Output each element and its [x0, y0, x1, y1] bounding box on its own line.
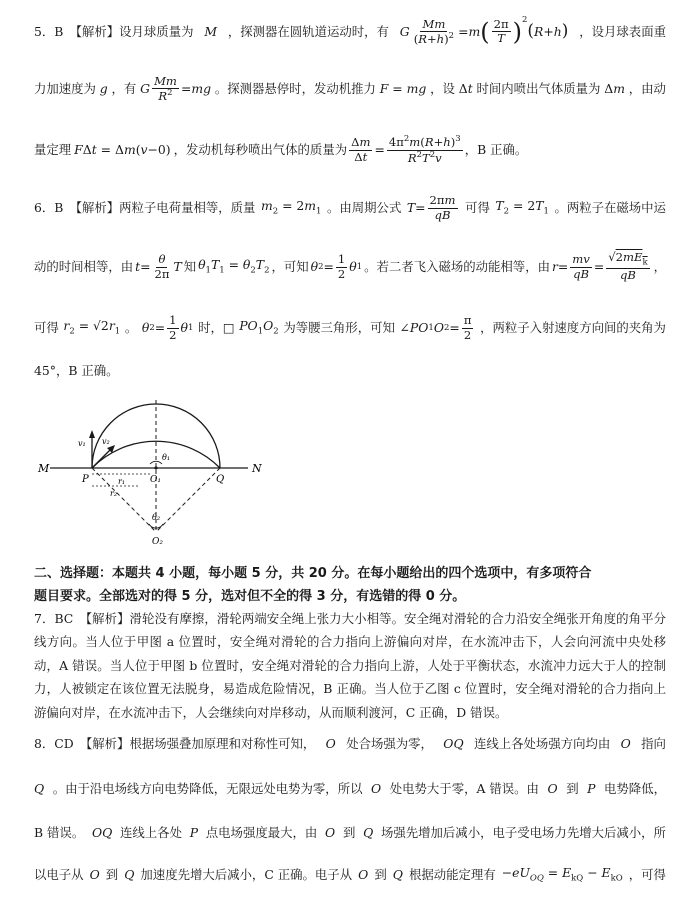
q5-text: 5．B 【解析】设月球质量为 — [34, 23, 194, 39]
q5-text: 时间内喷出气体质量为 — [476, 80, 601, 96]
q8-line-4: 以电子从 O 到 Q 加速度先增大后减小，C 正确。电子从 O 到 Q 根据动能定理有 $-eU_{OQ} = E_{kQ} - E_{kO}$ ，可得 — [34, 865, 666, 884]
q8-line-1: 8．CD 【解析】根据场强叠加原理和对称性可知， O 处合场强为零， OQ 连线上各处场强方向均由 O 指向 — [34, 735, 666, 751]
q7-text: 7．BC 【解析】滑轮没有摩擦，滑轮两端安全绳上张力大小相等。安全绳对滑轮的合力沿安全绳张开角度的角平分线方向。当人位于甲图 a 位置时，安全绳对滑轮的合力指向上游偏向对岸，在水流冲击下，人会向河流中央处移动，A 错误。当人位于甲图 b 位置时，安全绳对滑轮的合力指向上游，人处于平衡状态，水流冲力远大于人的控制力，人被锁定在该位置无法脱身，易造成危险情况，B 正确。当人位于乙图 c 位置时，安全绳对滑轮的合力指向上游偏向对岸，在水流冲击下，人会继续向对岸移动，从而顺利渡河，C 正确，D 错误。 — [34, 611, 666, 720]
q5-text: 。探测器悬停时，发动机推力 — [214, 80, 376, 96]
q8-text: 。由于沿电场线方向电势降低，无限远处电势为零，所以 — [52, 780, 363, 796]
math-symbol: M — [204, 23, 218, 39]
q8-line-3: B 错误。 OQ 连线上各处 P 点电场强度最大，由 O 到 Q 场强先增加后减小，电子受电场力先增大后减小，所 — [34, 824, 666, 840]
q8-text: 处合场强为零， — [346, 735, 433, 751]
q5-text: 量定理 — [34, 141, 72, 157]
q6-line-4 — [34, 361, 666, 381]
q8-text: 场强先增加后减小，电子受电场力先增大后减小，所 — [380, 824, 666, 840]
q8-text: 连线上各处场强方向均由 — [473, 735, 611, 751]
q6-text: ，两粒子入射速度方向间的夹角为 — [480, 319, 666, 335]
label-v2: v₂ — [102, 437, 110, 446]
q8-text: 到 — [566, 780, 579, 796]
q6-line-2: 动的时间相等，由 t = $\frac{\theta}{2\pi}$ T 知 $\theta_1T_1 = \theta_2T_2$ ，可知 θ 2 = $\frac{1}{2}$ θ 1 。若二者飞入磁场的动能相等，由 r = $\frac{mv}{qB}$ = $\frac{√2mE_k}{qB}$ ， — [34, 250, 666, 283]
q6-line-1: 6．B 【解析】两粒子电荷量相等，质量 $m_2 = 2m_1$ 。由周期公式 T = $\frac{2\pi m}{qB}$ 可得 $T_2 = 2T_1$ 。两粒子在磁场中运 — [34, 193, 666, 222]
q7-paragraph — [34, 607, 666, 724]
q6-line-3: 可得 $r_2 = √2r_1$ 。 θ 2 = $\frac{1}{2}$ θ 1 时，□ $PO_1O_2$ 为等腰三角形，可知 ∠ PO 1 O 2 = $\frac{\pi}{2}$ ，两粒子入射速度方向间的夹角为 — [34, 313, 666, 342]
q8-text: 8．CD 【解析】根据场强叠加原理和对称性可知， — [34, 735, 316, 751]
section-2-title-line-2 — [34, 587, 666, 607]
q5-text: ，设月球表面重 — [579, 23, 666, 39]
q8-text: 到 — [342, 824, 356, 840]
q8-text: 连线上各处 — [120, 824, 182, 840]
q8-text: 指向 — [641, 735, 666, 751]
q6-text: 45°，B 正确。 — [34, 362, 119, 378]
magnetic-field-diagram — [30, 390, 270, 550]
q6-text: 6．B 【解析】两粒子电荷量相等，质量 — [34, 199, 256, 215]
q6-text: 。两粒子在磁场中运 — [554, 199, 666, 215]
q5-line-2: 力加速度为 g ，有 G $\frac{Mm}{R^2}$ = mg 。探测器悬停时，发动机推力 F = mg ，设 Δt 时间内喷出气体质量为 Δm ，由动 — [34, 73, 666, 103]
mass-rate-equation: $\frac{\Delta m}{\Delta t}$ = $\frac{4\pi^2m(R+h)^3}{R^2T^2v}$ — [351, 134, 461, 165]
section-2-title: 二、选择题：本题共 4 小题，每小题 5 分，共 20 分。在每小题给出的四个选项中，有多项符合 — [34, 566, 592, 582]
q6-text: 为等腰三角形，可知 — [283, 319, 395, 335]
q6-text: 动的时间相等，由 — [34, 258, 134, 274]
q8-text: 到 — [105, 866, 119, 882]
section-2-subtitle: 题目要求。全部选对的得 5 分，选对但不全的得 3 分，有选错的得 0 分。 — [34, 589, 466, 605]
label-theta2: θ₂ — [152, 513, 161, 522]
q8-text: 电势降低， — [604, 780, 666, 796]
q5-text: ，有 — [111, 80, 137, 96]
label-N: N — [252, 462, 262, 475]
q8-text: 点电场强度最大，由 — [205, 824, 318, 840]
surface-gravity-equation: G $\frac{Mm}{R^2}$ = mg — [140, 73, 212, 103]
q5-text: ，B 正确。 — [464, 141, 528, 157]
label-r2: r₂ — [110, 489, 118, 498]
label-r1: r₁ — [118, 477, 126, 486]
label-O1: O₁ — [150, 475, 161, 485]
q8-text: B 错误。 — [34, 824, 85, 840]
label-M: M — [38, 462, 50, 475]
q6-text: 知 — [183, 258, 197, 274]
label-O2: O₂ — [152, 537, 163, 547]
q8-line-2: Q 。由于沿电场线方向电势降低，无限远处电势为零，所以 O 处电势大于零，A 错误。由 O 到 P 电势降低， — [34, 780, 666, 796]
label-v1: v₁ — [78, 439, 86, 448]
q8-text: 以电子从 — [34, 866, 84, 882]
q5-text: ，发动机每秒喷出气体的质量为 — [173, 141, 348, 157]
q6-text: ，可知 — [271, 258, 309, 274]
q5-text: ，由动 — [628, 80, 666, 96]
q6-text: 。由周期公式 — [327, 199, 402, 215]
q8-text: ，可得 — [628, 866, 666, 882]
gravity-equation: G $\frac{Mm}{(R+h)^2}$ = m ( $\frac{2\pi}{T}$ ) $^2$ ( R + h ) — [399, 14, 569, 46]
q5-text: ，设 — [430, 80, 455, 96]
label-theta1: θ₁ — [162, 453, 171, 462]
q6-text: ， — [653, 258, 666, 274]
q6-text: 。若二者飞入磁场的动能相等，由 — [364, 258, 550, 274]
label-Q: Q — [216, 474, 225, 485]
q6-text: 时，□ — [198, 319, 235, 335]
section-2-title-line-1 — [34, 564, 666, 584]
q8-text: 处电势大于零，A 错误。由 — [389, 780, 539, 796]
q8-text: 加速度先增大后减小，C 正确。电子从 — [140, 866, 353, 882]
q5-text: ，探测器在圆轨道运动时，有 — [227, 23, 389, 39]
q8-text: 到 — [374, 866, 387, 882]
q8-text: 根据动能定理有 — [408, 866, 496, 882]
q6-text: 可得 — [34, 319, 59, 335]
q5-line-3: 量定理 FΔt = Δm(v−0) ，发动机每秒喷出气体的质量为 $\frac{\Delta m}{\Delta t}$ = $\frac{4\pi^2m(R+h)^3}{R^2T^2v}$ ，B 正确。 — [34, 134, 528, 165]
q6-text: 可得 — [465, 199, 490, 215]
q6-text: 。 — [124, 319, 138, 335]
q5-line-1 — [34, 10, 666, 54]
label-P: P — [82, 474, 89, 485]
q5-text: 力加速度为 — [34, 80, 96, 96]
